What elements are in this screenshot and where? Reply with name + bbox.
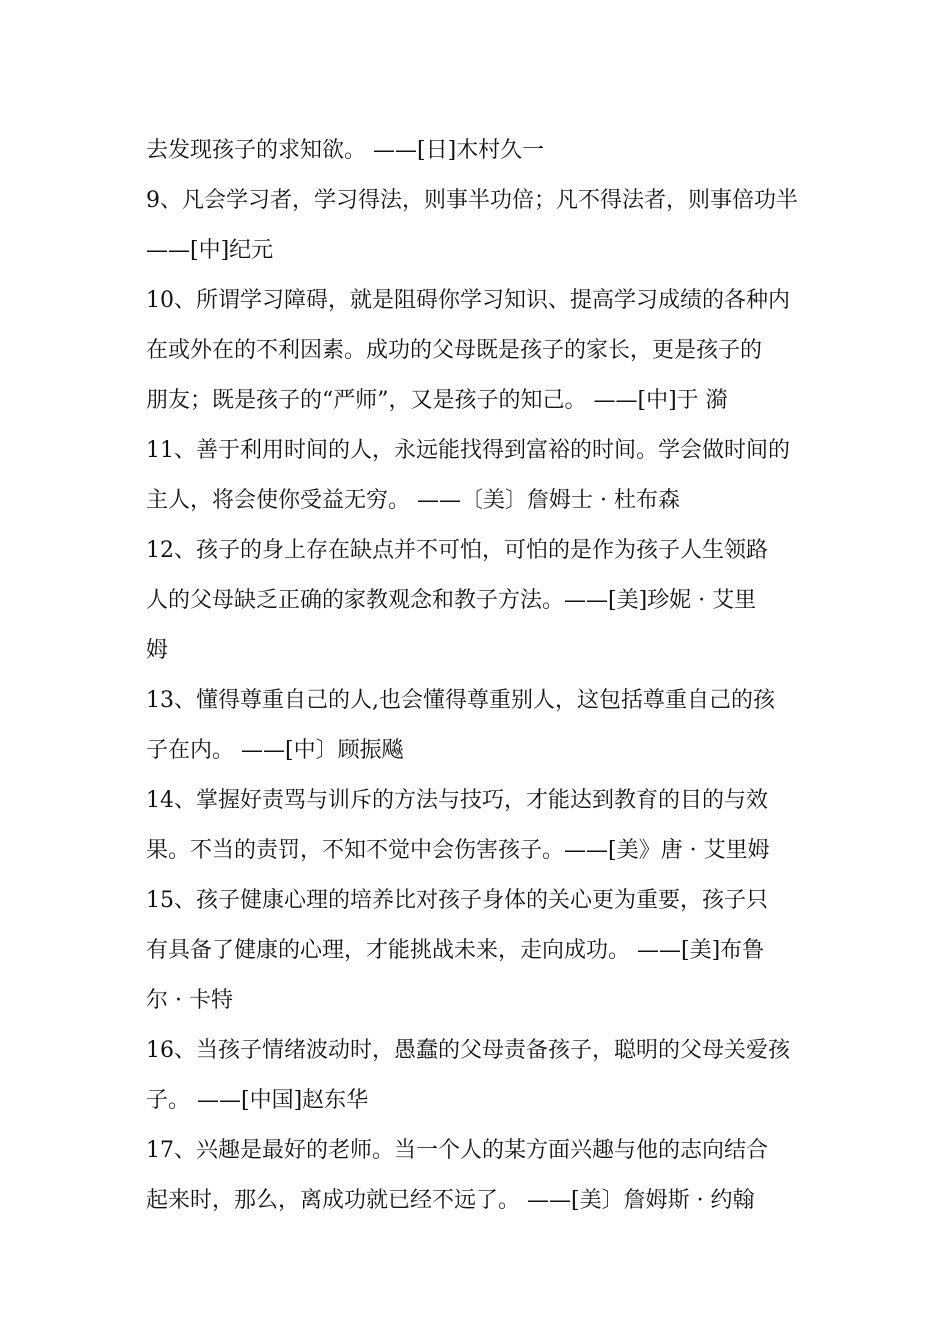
- text-line: 朋友；既是孩子的“严师”，又是孩子的知己。 ——[中]于 漪: [146, 388, 728, 413]
- text-line: ——[中]纪元: [146, 238, 274, 263]
- text-line: 9、凡会学习者，学习得法，则事半功倍；凡不得法者，则事倍功半: [146, 188, 798, 213]
- text-line: 10、所谓学习障碍，就是阻碍你学习知识、提高学习成绩的各种内: [146, 288, 790, 313]
- text-line: 去发现孩子的求知欲。 ——[日]木村久一: [146, 138, 545, 163]
- text-line: 起来时，那么，离成功就已经不远了。 ——[美〕詹姆斯 · 约翰: [146, 1188, 755, 1213]
- text-line: 13、懂得尊重自己的人,也会懂得尊重别人，这包括尊重自己的孩: [146, 688, 775, 713]
- text-line: 16、当孩子情绪波动时，愚蠢的父母责备孩子，聪明的父母关爱孩: [146, 1038, 790, 1063]
- text-line: 有具备了健康的心理，才能挑战未来，走向成功。 ——[美]布鲁: [146, 938, 765, 963]
- text-line: 姆: [146, 638, 169, 663]
- text-line: 11、善于利用时间的人，永远能找得到富裕的时间。学会做时间的: [146, 438, 790, 463]
- text-line: 主人，将会使你受益无穷。 ——〔美〕詹姆士 · 杜布森: [146, 488, 680, 513]
- text-line: 人的父母缺乏正确的家教观念和教子方法。——[美]珍妮 · 艾里: [146, 588, 757, 613]
- text-line: 尔 · 卡特: [146, 988, 233, 1013]
- text-line: 17、兴趣是最好的老师。当一个人的某方面兴趣与他的志向结合: [146, 1138, 768, 1163]
- quote-text-block: [146, 126, 816, 1226]
- text-line: 12、孩子的身上存在缺点并不可怕，可怕的是作为孩子人生领路: [146, 538, 768, 563]
- text-line: 14、掌握好责骂与训斥的方法与技巧，才能达到教育的目的与效: [146, 788, 768, 813]
- text-line: 子在内。 ——[中〕顾振飚: [146, 738, 404, 763]
- text-line: 在或外在的不利因素。成功的父母既是孩子的家长，更是孩子的: [146, 338, 763, 363]
- text-line: 15、孩子健康心理的培养比对孩子身体的关心更为重要，孩子只: [146, 888, 768, 913]
- text-line: 子。 ——[中国]赵东华: [146, 1088, 369, 1113]
- text-line: 果。不当的责罚，不知不觉中会伤害孩子。——[美》唐 · 艾里姆: [146, 838, 770, 863]
